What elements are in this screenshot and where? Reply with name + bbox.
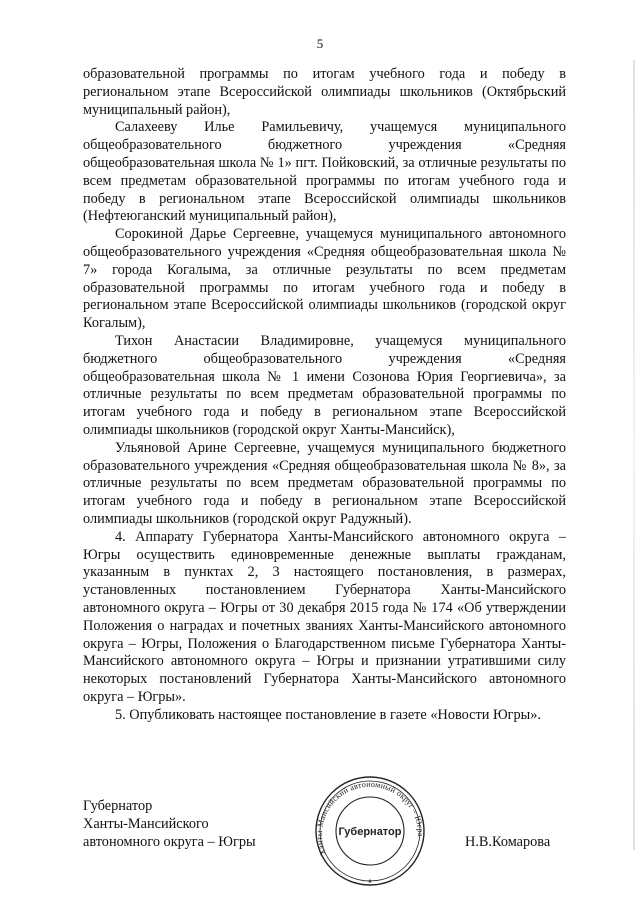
paragraph-5: Ульяновой Арине Сергеевне, учащемуся муниципального бюджетного образовательного учреждения «Средняя общеобразовательная школа № 8», за отличные результаты по всем предметам образовательной программы по итогам учебного года и победу в региональном этапе Всероссийской олимпиады школьников (городской округ Радужный).: [83, 439, 566, 527]
scan-edge-shadow: [633, 60, 635, 850]
document-body: [83, 66, 566, 724]
official-seal: [300, 774, 440, 889]
paragraph-6: 4. Аппарату Губернатора Ханты-Мансийского автономного округа – Югры осуществить единовременные денежные выплаты гражданам, указанным в пунктах 2, 3 настоящего постановления, в размерах, установленных постановлением Губернатора Ханты-Мансийского автономного округа – Югры от 30 декабря 2015 года № 174 «Об утверждении Положения о наградах и почетных званиях Ханты-Мансийского автономного округа – Югры, Положения о Благодарственном письме Губернатора Ханты-Мансийского автономного округа – Югры и признании утратившими силу некоторых постановлений Губернатора Ханты-Мансийского автономного округа – Югры».: [83, 528, 566, 705]
signatory-name: Н.В.Комарова: [465, 834, 551, 850]
paragraph-2: Салахееву Илье Рамильевичу, учащемуся муниципального общеобразовательного бюджетного учреждения «Средняя общеобразовательная школа № 1» пгт. Пойковский, за отличные результаты по всем предметам образовательной программы по итогам учебного года и победу в региональном этапе Всероссийской олимпиады школьников (Нефтеюганский муниципальный район),: [83, 119, 566, 225]
signatory-title-line-3: автономного округа – Югры: [83, 833, 256, 850]
paragraph-4: Тихон Анастасии Владимировне, учащемуся муниципального бюджетного общеобразовательного учреждения «Средняя общеобразовательная школа № 1 имени Созонова Юрия Георгиевича», за отличные результаты по всем предметам образовательной программы по итогам учебного года и победу в региональном этапе Всероссийской олимпиады школьников (городской округ Ханты-Мансийск),: [83, 332, 566, 438]
signatory-title-line-1: Губернатор: [83, 798, 153, 814]
paragraph-7: 5. Опубликовать настоящее постановление в газете «Новости Югры».: [115, 706, 541, 723]
paragraph-3: Сорокиной Дарье Сергеевне, учащемуся муниципального автономного общеобразовательного учреждения «Средняя общеобразовательная школа № 7» города Когалыма, за отличные результаты по всем предметам образовательной программы по итогам учебного года и победу в региональном этапе Всероссийской олимпиады школьников (городской округ Когалым),: [83, 226, 566, 332]
paragraph-1: образовательной программы по итогам учебного года и победу в региональном этапе Всероссийской олимпиады школьников (Октябрьский муниципальный район),: [83, 66, 566, 118]
signatory-title: [83, 798, 256, 851]
seal-ring-text: Ханты-Мансийский автономный округ – Югра: [314, 779, 426, 857]
signatory-title-line-2: Ханты-Мансийского: [83, 815, 209, 832]
page-number: 5: [316, 36, 324, 51]
seal-star-icon: ★: [367, 878, 373, 885]
seal-center-text: Губернатор: [338, 826, 402, 838]
